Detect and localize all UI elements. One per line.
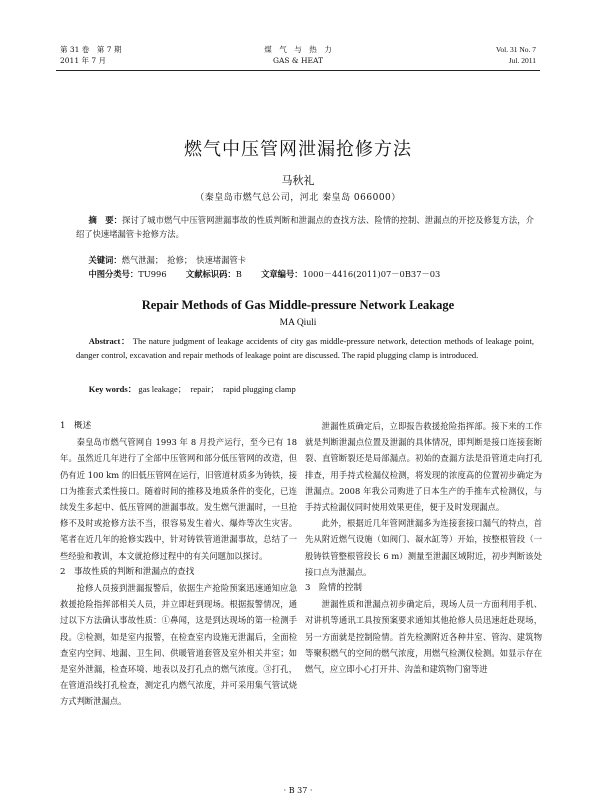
journal-name-cn: 煤 气 与 热 力 (264, 45, 332, 54)
clc-value: TU996 (138, 269, 167, 279)
author-cn: 马秋礼 (281, 174, 315, 187)
keywords-en-text: gas leakage； repair； rapid plugging clamp (138, 384, 296, 394)
section-2-heading: 2 事故性质的判断和泄漏点的查找 (60, 566, 195, 577)
abstract-en (76, 335, 534, 362)
page-number: · B 37 · (283, 786, 313, 795)
section-3-heading: 3 险情的控制 (305, 583, 363, 594)
classification-line (76, 268, 534, 282)
section-1-heading: 1 概述 (60, 421, 92, 431)
article-number-label: 文章编号： (261, 269, 303, 279)
keywords-en (76, 383, 534, 397)
issue-date: 2011 年 7 月 (60, 56, 107, 65)
keywords-cn-text: 燃气泄漏； 抢修； 快速堵漏管卡 (121, 255, 247, 265)
section-2-paragraph-3: 此外，根据近几年管网泄漏多为连接套接口漏气的特点，首先从附近燃气设施（如阀门、凝水缸等）开始，按整根管段（一般铸铁管整根管段长 6 m）测量至泄漏区域附近，初步判断该处接口点为泄漏点。 (305, 518, 542, 577)
volume-issue-en: Vol. 31 No. 7 (495, 45, 536, 54)
keywords-cn-label: 关键词： (88, 255, 122, 265)
keywords-en-label: Key words： (88, 384, 137, 394)
section-2-paragraph-1: 抢修人员接到泄漏报警后，依据生产抢险预案迅速通知应急救援抢险指挥部相关人员，并立即赶到现场。根据报警情况，通过以下方法确认事故性质：①鼻闻，这是到达现场的第一检测手段。②检测，如是室内报警，在检查室内设施无泄漏后，全面检查室内空间、地漏、卫生间、供暖管道套管及室外相关井室；如是室外泄漏，检查环境、地表以及打孔点的燃气浓度。③打孔，在管道沿线打孔检查，测定孔内燃气浓度，并可采用集气管试烧方式判断泄漏点。 (60, 583, 297, 707)
section-3-paragraph-1: 泄漏性质和泄漏点初步确定后，现场人员一方面利用手机、对讲机等通讯工具按预案要求通知其他抢修人员迅速赶赴现场，另一方面就是控制险情。首先检测附近各种井室、管沟、建筑物等聚积燃气的空间的燃气浓度，用燃气检测仪检测。如显示存在燃气，应立即小心打开井、沟盖和建筑物门窗等进 (305, 599, 542, 675)
title-en: Repair Methods of Gas Middle-pressure Network Leakage (141, 298, 455, 312)
body-right-column (305, 418, 542, 677)
body-left-column (60, 418, 297, 710)
author-en: MA Qiuli (279, 318, 317, 328)
journal-name-en: GAS & HEAT (272, 56, 323, 65)
abstract-cn-label: 摘 要： (88, 215, 123, 225)
abstract-en-label: Abstract： (88, 336, 131, 346)
clc-label: 中图分类号： (88, 269, 139, 279)
section-1-paragraph-1: 秦皇岛市燃气管网自 1993 年 8 月投产运行，至今已有 18 年。虽然近几年进行了全部中压管网和部分低压管网的改造，但仍有近 100 km 的旧低压管网在运行，旧管道材质多为铸铁，接口为推套式柔性接口。随着时间的推移及地质条件的变化，已连续发生多起中、低压管网的泄漏事故。发生燃气泄漏时，一旦抢修不及时或抢修方法不当，很容易发生着火、爆炸等次生灾害。笔者在近几年的抢修实践中，针对铸铁管道泄漏事故，总结了一些经验和教训，本文就抢修过程中的有关问题加以探讨。 (60, 437, 297, 561)
keywords-cn (76, 254, 534, 268)
abstract-en-text: The nature judgment of leakage accidents of city gas middle-pressure network, detection methods of leakage point, danger control, excavation and repair methods of leakage point are discussed. The rapid plugging clamp is introduced. (76, 336, 534, 360)
abstract-cn-text: 探讨了城市燃气中压管网泄漏事故的性质判断和泄漏点的查找方法、险情的控制、泄漏点的开挖及修复方法，介绍了快速堵漏管卡抢修方法。 (76, 215, 534, 239)
abstract-cn (76, 214, 534, 241)
section-2-paragraph-2: 泄漏性质确定后，立即报告救援抢险指挥部。接下来的工作就是判断泄漏点位置及泄漏的具体情况，即判断是接口连接套断裂、直管断裂还是局部漏点。初始的查漏方法是沿管道走向打孔排查，用手持式检漏仪检测，将发现的浓度高的位置初步确定为泄漏点。2008 年我公司购进了日本生产的手推车式检测仪，与手持式检漏仪同时使用效果更佳，便于及时发现漏点。 (305, 421, 542, 513)
doc-code-value: B (235, 269, 242, 279)
article-number-value: 1000－4416(2011)07－0B37－03 (302, 269, 441, 279)
doc-code-label: 文献标识码： (185, 269, 236, 279)
volume-issue: 第 31 卷 第 7 期 (60, 45, 122, 54)
page-title: 燃气中压管网泄漏抢修方法 (184, 139, 412, 160)
header-right (496, 44, 536, 66)
header-rule (56, 70, 540, 71)
issue-date-en: Jul. 2011 (508, 56, 536, 65)
affiliation-cn: （秦皇岛市燃气总公司，河北 秦皇岛 066000） (195, 193, 401, 203)
